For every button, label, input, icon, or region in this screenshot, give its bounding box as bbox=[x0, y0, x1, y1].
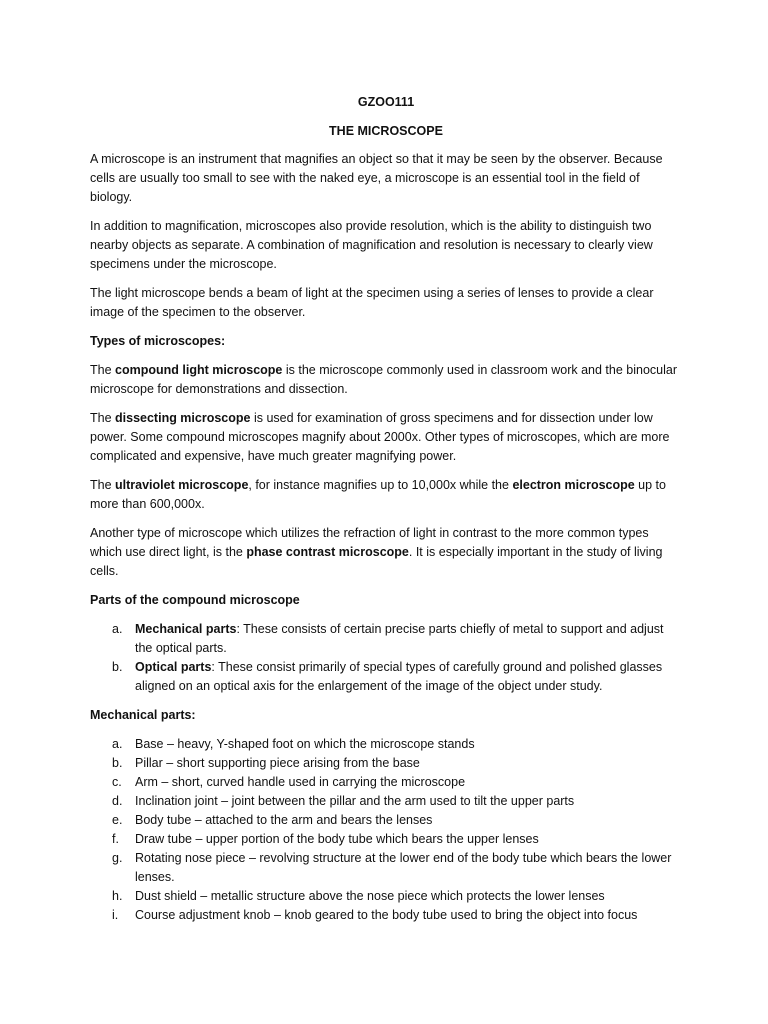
part-text: : These consists of certain precise parts chiefly of metal to support and adjust the optical parts. bbox=[135, 622, 664, 655]
list-item-text: Draw tube – upper portion of the body tube which bears the upper lenses bbox=[135, 832, 539, 846]
ultraviolet-term: ultraviolet microscope bbox=[115, 478, 249, 492]
list-marker: b. bbox=[112, 756, 123, 770]
phase-term: phase contrast microscope bbox=[246, 545, 409, 559]
compound-pre: The bbox=[90, 363, 116, 377]
list-item bbox=[90, 792, 682, 811]
list-item bbox=[90, 830, 682, 849]
dissecting-post: is used for examination of gross specimens and for dissection under low power. Some compound microscopes magnify about 2000x. Other types of microscopes, which are more complicated and expensive, have much greater magnifying power. bbox=[90, 411, 670, 463]
dissecting-term: dissecting microscope bbox=[115, 411, 251, 425]
mechanical-heading: Mechanical parts: bbox=[90, 708, 196, 722]
phase-paragraph bbox=[90, 524, 682, 581]
dissecting-pre: The bbox=[90, 411, 116, 425]
list-item bbox=[90, 887, 682, 906]
list-item bbox=[90, 620, 682, 658]
ultraviolet-paragraph bbox=[90, 476, 682, 514]
list-marker: a. bbox=[112, 737, 123, 751]
intro-paragraph-1: A microscope is an instrument that magnifies an object so that it may be seen by the observer. Because cells are usually too small to see with the naked eye, a microscope is an essential tool in the field of biology. bbox=[90, 152, 663, 204]
list-item bbox=[90, 773, 682, 792]
ultraviolet-post: up to more than 600,000x. bbox=[90, 478, 666, 511]
part-text: : These consist primarily of special types of carefully ground and polished glasses aligned on an optical axis for the enlargement of the image of the object under study. bbox=[135, 660, 663, 693]
parts-list bbox=[90, 620, 682, 696]
intro-paragraph-3: The light microscope bends a beam of light at the specimen using a series of lenses to provide a clear image of the specimen to the observer. bbox=[90, 286, 654, 319]
part-term: Mechanical parts bbox=[135, 622, 237, 636]
types-heading: Types of microscopes: bbox=[90, 334, 226, 348]
list-item bbox=[90, 735, 682, 754]
list-item-text: Rotating nose piece – revolving structure at the lower end of the body tube which bears the lower lenses. bbox=[135, 851, 672, 884]
compound-paragraph bbox=[90, 361, 682, 399]
list-item-text: Pillar – short supporting piece arising from the base bbox=[135, 756, 420, 770]
list-item bbox=[90, 811, 682, 830]
intro-paragraph-2: In addition to magnification, microscopes also provide resolution, which is the ability to distinguish two nearby objects as separate. A combination of magnification and resolution is necessary to clearly view specimens under the microscope. bbox=[90, 219, 653, 271]
list-item-text: Arm – short, curved handle used in carrying the microscope bbox=[135, 775, 466, 789]
list-marker: e. bbox=[112, 813, 123, 827]
list-item-text: Inclination joint – joint between the pillar and the arm used to tilt the upper parts bbox=[135, 794, 575, 808]
compound-post: is the microscope commonly used in classroom work and the binocular microscope for demonstrations and dissection. bbox=[90, 363, 678, 396]
list-item-text: Base – heavy, Y-shaped foot on which the microscope stands bbox=[135, 737, 475, 751]
list-marker: i. bbox=[112, 908, 119, 922]
mechanical-list bbox=[90, 735, 682, 925]
document-body bbox=[90, 93, 682, 935]
list-item-text: Dust shield – metallic structure above the nose piece which protects the lower lenses bbox=[135, 889, 605, 903]
list-marker: g. bbox=[112, 851, 123, 865]
list-marker: c. bbox=[112, 775, 122, 789]
list-marker: f. bbox=[112, 832, 119, 846]
list-item bbox=[90, 849, 682, 887]
ultraviolet-mid: , for instance magnifies up to 10,000x while the bbox=[248, 478, 513, 492]
list-marker: d. bbox=[112, 794, 123, 808]
list-item bbox=[90, 906, 682, 925]
phase-pre: Another type of microscope which utilizes the refraction of light in contrast to the more common types which use direct light, is the bbox=[90, 526, 649, 559]
parts-heading: Parts of the compound microscope bbox=[90, 593, 300, 607]
list-item-text: Course adjustment knob – knob geared to the body tube used to bring the object into focus bbox=[135, 908, 638, 922]
list-marker: a. bbox=[112, 622, 123, 636]
electron-term: electron microscope bbox=[512, 478, 635, 492]
page-title: THE MICROSCOPE bbox=[329, 124, 443, 138]
compound-term: compound light microscope bbox=[115, 363, 283, 377]
dissecting-paragraph bbox=[90, 409, 682, 466]
part-term: Optical parts bbox=[135, 660, 212, 674]
course-code: GZOO111 bbox=[357, 95, 415, 109]
list-marker: h. bbox=[112, 889, 123, 903]
list-item bbox=[90, 658, 682, 696]
phase-post: . It is especially important in the study of living cells. bbox=[90, 545, 663, 578]
list-item-text: Body tube – attached to the arm and bears the lenses bbox=[135, 813, 433, 827]
list-item bbox=[90, 754, 682, 773]
list-marker: b. bbox=[112, 660, 123, 674]
ultraviolet-pre: The bbox=[90, 478, 116, 492]
